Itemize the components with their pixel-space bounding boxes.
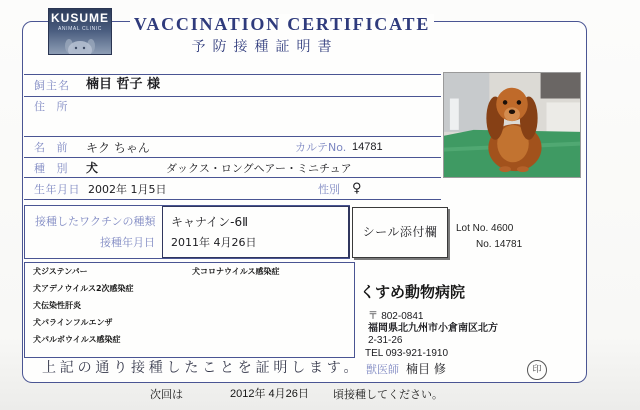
- next-visit-date: 2012年 4月26日: [230, 388, 309, 400]
- vaccine-type-value: キャナイン-6Ⅱ: [171, 215, 249, 229]
- record-number: [476, 239, 522, 251]
- lot-number: [456, 223, 513, 235]
- species-value: 犬: [86, 161, 99, 175]
- vaccination-date-value: 2011年 4月26日: [171, 236, 257, 249]
- pet-photo: [443, 72, 581, 178]
- dog-nose: [509, 109, 515, 114]
- veterinarian-name: 楠目 修: [406, 362, 446, 376]
- clinic-postal-code: [368, 311, 423, 323]
- owner-value: 楠目 哲子 様: [86, 77, 161, 92]
- pet-name-label: 名 前: [34, 141, 72, 154]
- breed-value: ダックス・ロングヘアー・ミニチュア: [166, 162, 352, 175]
- photo-shelf: [546, 102, 580, 131]
- record-number-label: No.: [476, 239, 492, 250]
- clinic-name: くすめ動物病院: [360, 283, 466, 301]
- disease-item: 犬アデノウイルス2次感染症: [33, 284, 134, 293]
- address-label: 住 所: [34, 100, 72, 113]
- dog-left-eye: [503, 100, 508, 105]
- postal-code-value: 802-0841: [381, 311, 424, 322]
- sex-value: ♀: [352, 181, 362, 196]
- vaccination-date-label: 接種年月日: [100, 236, 155, 249]
- disease-item: 犬伝染性肝炎: [33, 301, 81, 310]
- vaccine-type-label: 接種したワクチンの種類: [35, 215, 156, 228]
- clinic-address-line1: 福岡県北九州市小倉南区北方: [368, 323, 498, 334]
- chart-number-label: カルテNo.: [295, 141, 347, 154]
- seal-stamp: 印: [527, 360, 547, 380]
- dog-left-paw: [499, 166, 511, 172]
- sticker-area-label: シール添付欄: [362, 225, 438, 239]
- veterinarian-label: 獣医師: [366, 363, 399, 376]
- dog-muzzle: [504, 107, 520, 121]
- clinic-logo: [48, 8, 112, 55]
- disease-item: 犬コロナウイルス感染症: [192, 267, 280, 276]
- owner-label: 飼主名: [34, 79, 70, 92]
- sticker-area: [352, 207, 448, 258]
- pet-name-value: キク ちゃん: [86, 141, 150, 155]
- certificate-subtitle: 予防接種証明書: [191, 39, 339, 55]
- logo-dog-left-eye: [75, 47, 77, 49]
- record-number-value: 14781: [494, 239, 523, 250]
- phone-value: 093-921-1910: [385, 348, 449, 359]
- postal-mark: 〒: [368, 311, 378, 322]
- phone-label: TEL: [365, 348, 383, 359]
- birth-date-value: 2002年 1月5日: [88, 183, 167, 196]
- next-visit-prefix: 次回は: [150, 388, 183, 401]
- logo-name: KUSUME: [50, 11, 109, 25]
- lot-number-value: 4600: [491, 223, 514, 234]
- clinic-address-line2: 2-31-26: [368, 335, 403, 346]
- clinic-phone: [365, 348, 448, 360]
- birth-date-label: 生年月日: [34, 183, 80, 196]
- dog-right-paw: [517, 166, 529, 172]
- logo-tagline: ANIMAL CLINIC: [57, 26, 102, 32]
- chart-number-value: 14781: [352, 141, 383, 153]
- certificate-title-area: [112, 14, 452, 34]
- next-visit-suffix: 頃接種してください。: [333, 388, 443, 401]
- lot-number-label: Lot No.: [456, 223, 489, 234]
- photo-cabinet: [541, 73, 580, 99]
- birth-date-row: [24, 178, 441, 200]
- dachshund-photo-image: [444, 73, 580, 177]
- disease-item: 犬パルボウイルス感染症: [33, 335, 121, 344]
- certificate-title: VACCINATION CERTIFICATE: [130, 14, 434, 34]
- disease-item: 犬ジステンパー: [33, 267, 88, 276]
- sex-label: 性別: [318, 183, 340, 196]
- species-label: 種 別: [34, 162, 72, 175]
- dog-right-eye: [517, 100, 522, 105]
- disease-item: 犬パラインフルエンザ: [33, 318, 113, 327]
- logo-dog-right-eye: [83, 47, 85, 49]
- photo-window: [450, 99, 459, 130]
- address-row: [24, 97, 441, 137]
- certification-statement: 上記の通り接種したことを証明します。: [42, 360, 362, 376]
- vaccination-value-box: [162, 206, 349, 258]
